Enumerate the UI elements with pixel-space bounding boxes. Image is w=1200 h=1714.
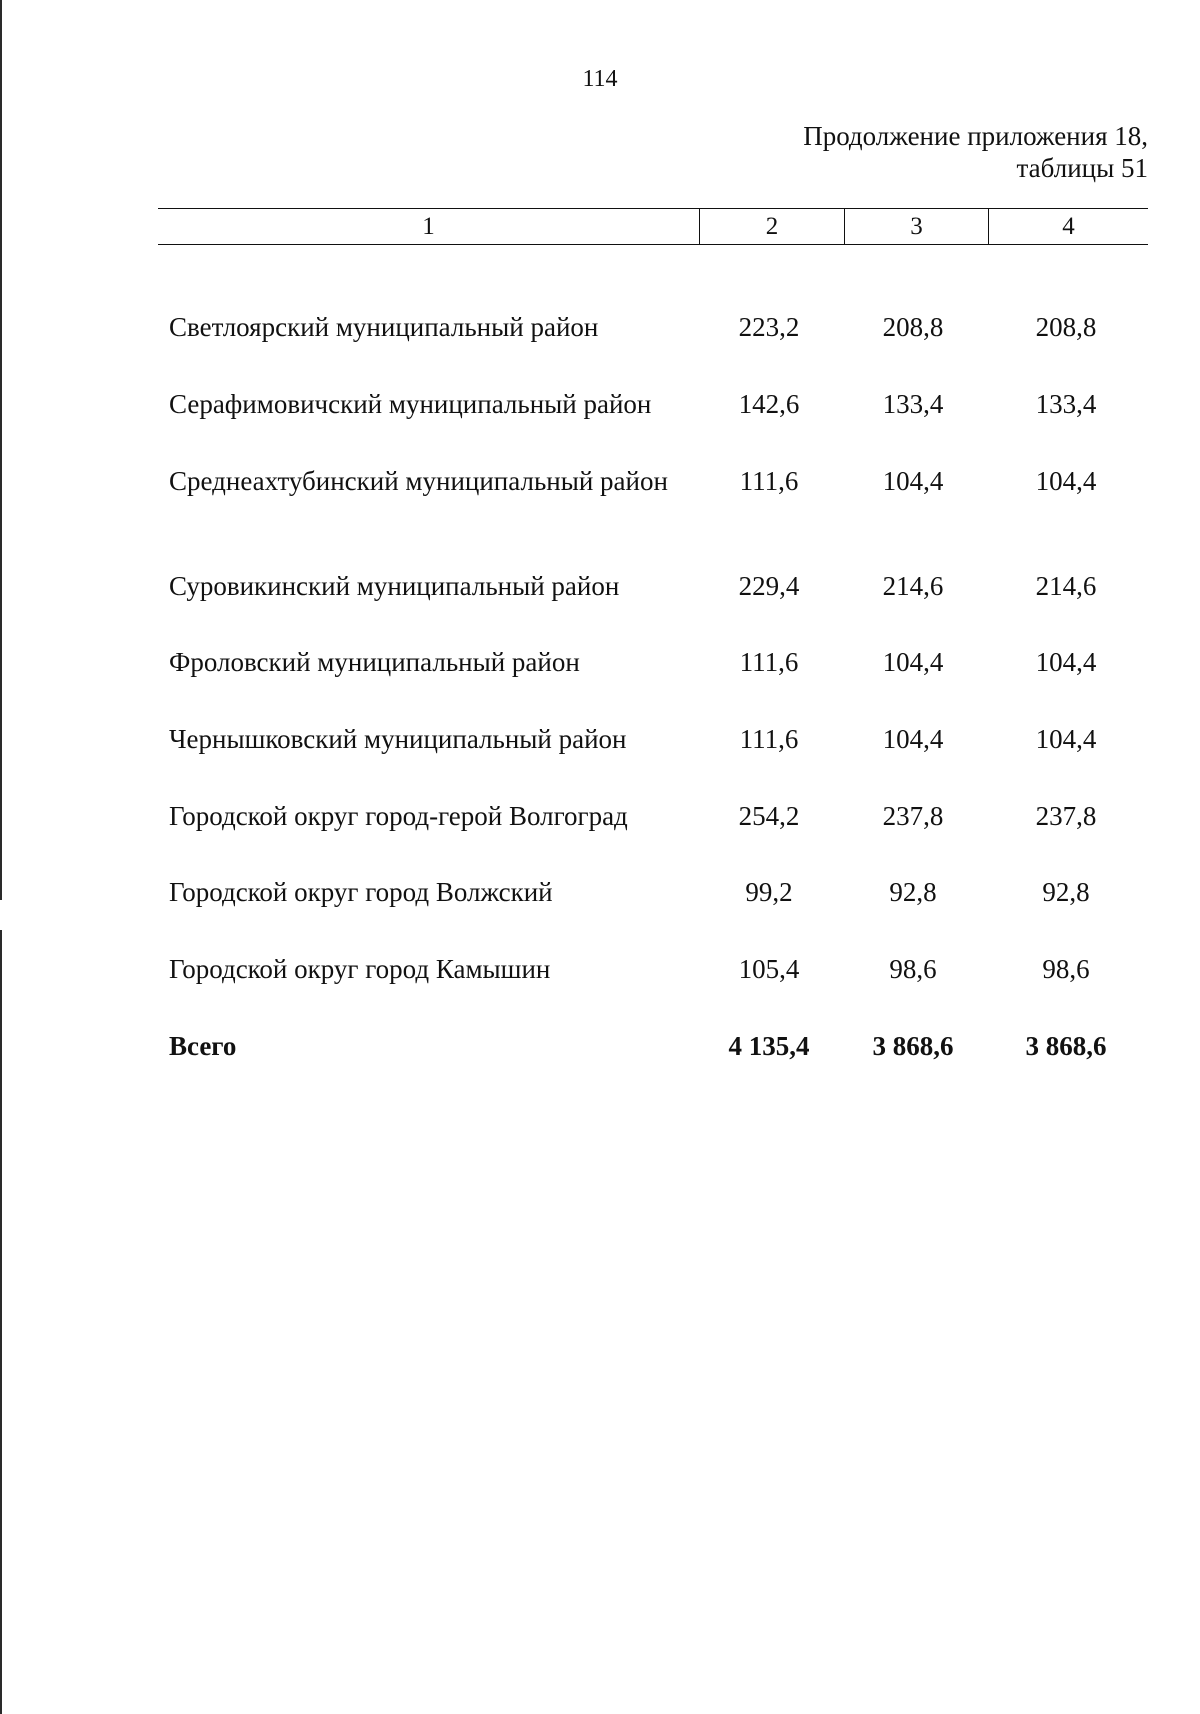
total-value-col3: 3 868,6: [872, 1031, 954, 1061]
continuation-line-2: таблицы 51: [1016, 153, 1148, 183]
total-label: Всего: [169, 1031, 237, 1061]
row-value-col4: 104,4: [1035, 466, 1097, 496]
column-header-row: [158, 208, 1148, 245]
row-value-col2: 105,4: [738, 954, 800, 984]
row-value-col2: 111,6: [739, 724, 799, 754]
row-value-col4: 133,4: [1035, 389, 1097, 419]
row-value-col3: 133,4: [882, 389, 944, 419]
row-value-col3: 214,6: [882, 571, 944, 601]
row-name: Городской округ город-герой Волгоград: [169, 801, 628, 831]
row-value-col4: 214,6: [1035, 571, 1097, 601]
total-value-col2: 4 135,4: [728, 1031, 810, 1061]
row-name: Серафимовичский муниципальный район: [169, 389, 652, 419]
row-value-col3: 98,6: [889, 954, 937, 984]
continuation-line-1: Продолжение приложения 18,: [803, 121, 1148, 151]
column-header-3: 3: [845, 209, 989, 244]
row-value-col3: 104,4: [882, 647, 944, 677]
row-value-col3: 92,8: [889, 877, 937, 907]
row-value-col4: 104,4: [1035, 724, 1097, 754]
row-name: Светлоярский муниципальный район: [169, 312, 599, 342]
row-value-col2: 254,2: [738, 801, 800, 831]
row-value-col3: 237,8: [882, 801, 944, 831]
scan-edge-gap: [0, 900, 3, 930]
row-name: Фроловский муниципальный район: [169, 647, 580, 677]
row-value-col3: 104,4: [882, 724, 944, 754]
page-number: 114: [582, 66, 618, 92]
row-value-col4: 104,4: [1035, 647, 1097, 677]
row-name: Городской округ город Волжский: [169, 877, 553, 907]
row-value-col2: 99,2: [745, 877, 793, 907]
row-value-col3: 208,8: [882, 312, 944, 342]
row-value-col4: 208,8: [1035, 312, 1097, 342]
total-value-col4: 3 868,6: [1025, 1031, 1107, 1061]
scan-edge: [0, 0, 2, 1714]
column-header-1: 1: [158, 209, 700, 244]
row-name: Чернышковский муниципальный район: [169, 724, 627, 754]
row-value-col4: 92,8: [1042, 877, 1090, 907]
row-value-col2: 142,6: [738, 389, 800, 419]
row-value-col4: 237,8: [1035, 801, 1097, 831]
continuation-note: [803, 120, 1148, 184]
column-header-2: 2: [700, 209, 845, 244]
row-value-col2: 223,2: [738, 312, 800, 342]
row-value-col2: 111,6: [739, 647, 799, 677]
row-name: Среднеахтубинский муниципальный район: [169, 466, 668, 496]
row-value-col3: 104,4: [882, 466, 944, 496]
row-value-col2: 111,6: [739, 466, 799, 496]
row-value-col2: 229,4: [738, 571, 800, 601]
row-name: Суровикинский муниципальный район: [169, 571, 620, 601]
row-name: Городской округ город Камышин: [169, 954, 551, 984]
row-value-col4: 98,6: [1042, 954, 1090, 984]
column-header-4: 4: [1062, 212, 1075, 240]
